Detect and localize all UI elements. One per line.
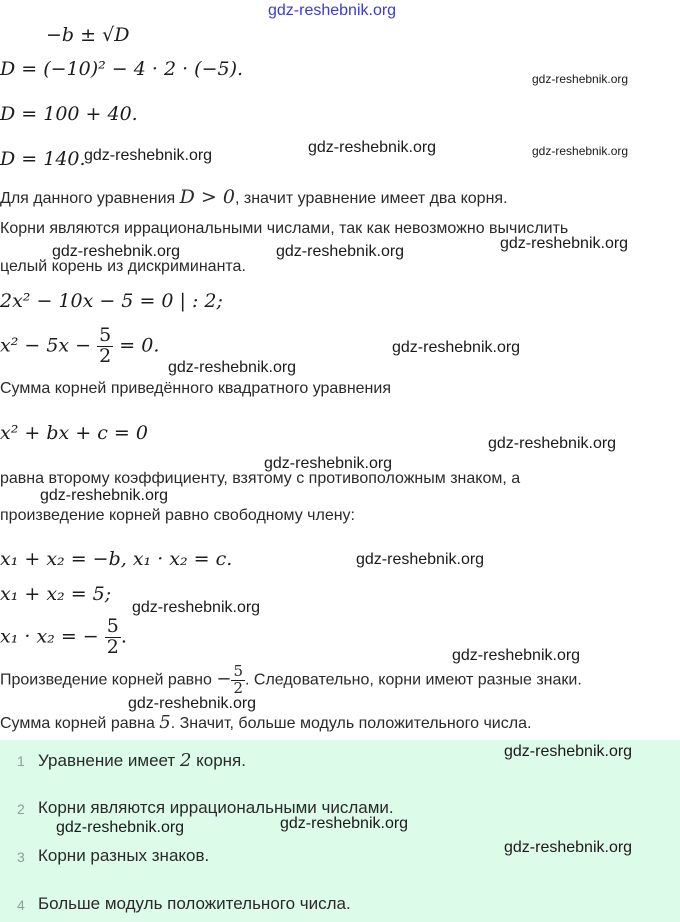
result-text-post: корня. [196, 751, 246, 770]
watermark: gdz-reshebnik.org [128, 695, 257, 712]
watermark: gdz-reshebnik.org [276, 243, 405, 260]
eq-reduced [0, 326, 159, 367]
result-text-pre: Уравнение имеет [38, 751, 176, 770]
text-sum-post: . Значит, больше модуль положительного числа. [170, 715, 532, 732]
eq-product-roots: x₁ · x₂ = − $\frac{5}{2}$ . [0, 615, 127, 658]
fraction-five-halves-2 [105, 617, 121, 658]
text-product: Произведение корней равно − $\frac{5}{2}$ . Следовательно, корни имеют разные знаки. [0, 662, 582, 697]
watermark: gdz-reshebnik.org [452, 647, 581, 664]
watermark: gdz-reshebnik.org [504, 743, 633, 760]
eq-sum-roots: x₁ + x₂ = 5; [0, 583, 112, 605]
fraction-num: 5 [99, 324, 112, 346]
eq-discriminant-expression: D = (−10)² − 4 · 2 · (−5). [0, 58, 244, 80]
text-product-post: . Следовательно, корни имеют разные знаки. [245, 671, 582, 689]
watermark: gdz-reshebnik.org [532, 72, 629, 86]
text-vieta-line1: равна второму коэффициенту, взятому с противоположным знаком, а [0, 470, 521, 487]
cutoff-mask [0, 47, 440, 53]
text-vieta-line2: произведение корней равно свободному члену: [0, 507, 355, 524]
watermark: gdz-reshebnik.org [488, 435, 617, 452]
text-d-positive [0, 186, 508, 208]
text-irrational-1: Корни являются иррациональными числами, так как невозможно вычислить [0, 220, 569, 237]
watermark: gdz-reshebnik.org [84, 147, 213, 164]
watermark: gdz-reshebnik.org [268, 2, 397, 19]
text-d-positive-post: , значит уравнение имеет два корня. [234, 190, 508, 207]
result-text: Больше модуль положительного числа. [38, 894, 351, 913]
result-number: 4 [17, 897, 25, 913]
result-text: Корни являются иррациональными числами. [38, 798, 394, 817]
watermark: gdz-reshebnik.org [264, 455, 393, 472]
watermark: gdz-reshebnik.org [52, 243, 181, 260]
watermark: gdz-reshebnik.org [132, 599, 261, 616]
watermark: gdz-reshebnik.org [168, 359, 297, 376]
text-irrational-2: целый корень из дискриминанта. [0, 258, 246, 275]
eq-vieta: x₁ + x₂ = −b, x₁ · x₂ = c. [0, 548, 233, 570]
result-number: 1 [17, 753, 25, 769]
text-sum-math: 5 [159, 712, 171, 733]
fraction-num: 5 [106, 615, 119, 637]
result-text: Корни разных знаков. [38, 846, 210, 865]
result-number: 2 [17, 801, 25, 817]
text-d-positive-pre: Для данного уравнения [0, 190, 176, 207]
eq-divide-by-two: 2x² − 10x − 5 = 0 | : 2; [0, 290, 223, 312]
watermark: gdz-reshebnik.org [504, 839, 633, 856]
text-vieta-intro: Сумма корней приведённого квадратного уравнения [0, 380, 391, 397]
eq-product-roots-left: x₁ · x₂ = − [0, 625, 99, 648]
watermark: gdz-reshebnik.org [40, 487, 169, 504]
watermark: gdz-reshebnik.org [356, 551, 485, 568]
fraction-den: 2 [233, 678, 244, 697]
formula-top-partial: −b ± √D [46, 24, 130, 46]
eq-general-form: x² + bx + c = 0 [0, 422, 148, 444]
fraction-five-halves-3 [231, 664, 245, 697]
text-d-positive-math: D > 0 [179, 186, 235, 208]
fraction-num: 5 [233, 662, 244, 680]
eq-discriminant-value: D = 140. [0, 148, 86, 170]
text-sum-pre: Сумма корней равна [0, 715, 155, 732]
eq-reduced-right: = 0. [119, 334, 160, 357]
fraction-five-halves [97, 326, 113, 367]
text-sum [0, 712, 531, 733]
text-product-pre: Произведение корней равно [0, 671, 212, 689]
result-number: 3 [17, 849, 25, 865]
watermark: gdz-reshebnik.org [308, 139, 437, 156]
fraction-den: 2 [106, 635, 119, 658]
eq-reduced-left: x² − 5x − [0, 334, 92, 357]
watermark: gdz-reshebnik.org [392, 339, 521, 356]
fraction-den: 2 [99, 344, 112, 367]
watermark: gdz-reshebnik.org [280, 815, 409, 832]
watermark: gdz-reshebnik.org [500, 235, 629, 252]
result-text-math: 2 [179, 750, 192, 771]
result-text [38, 750, 246, 771]
eq-discriminant-sum: D = 100 + 40. [0, 103, 138, 125]
watermark: gdz-reshebnik.org [56, 819, 185, 836]
watermark: gdz-reshebnik.org [532, 144, 629, 158]
